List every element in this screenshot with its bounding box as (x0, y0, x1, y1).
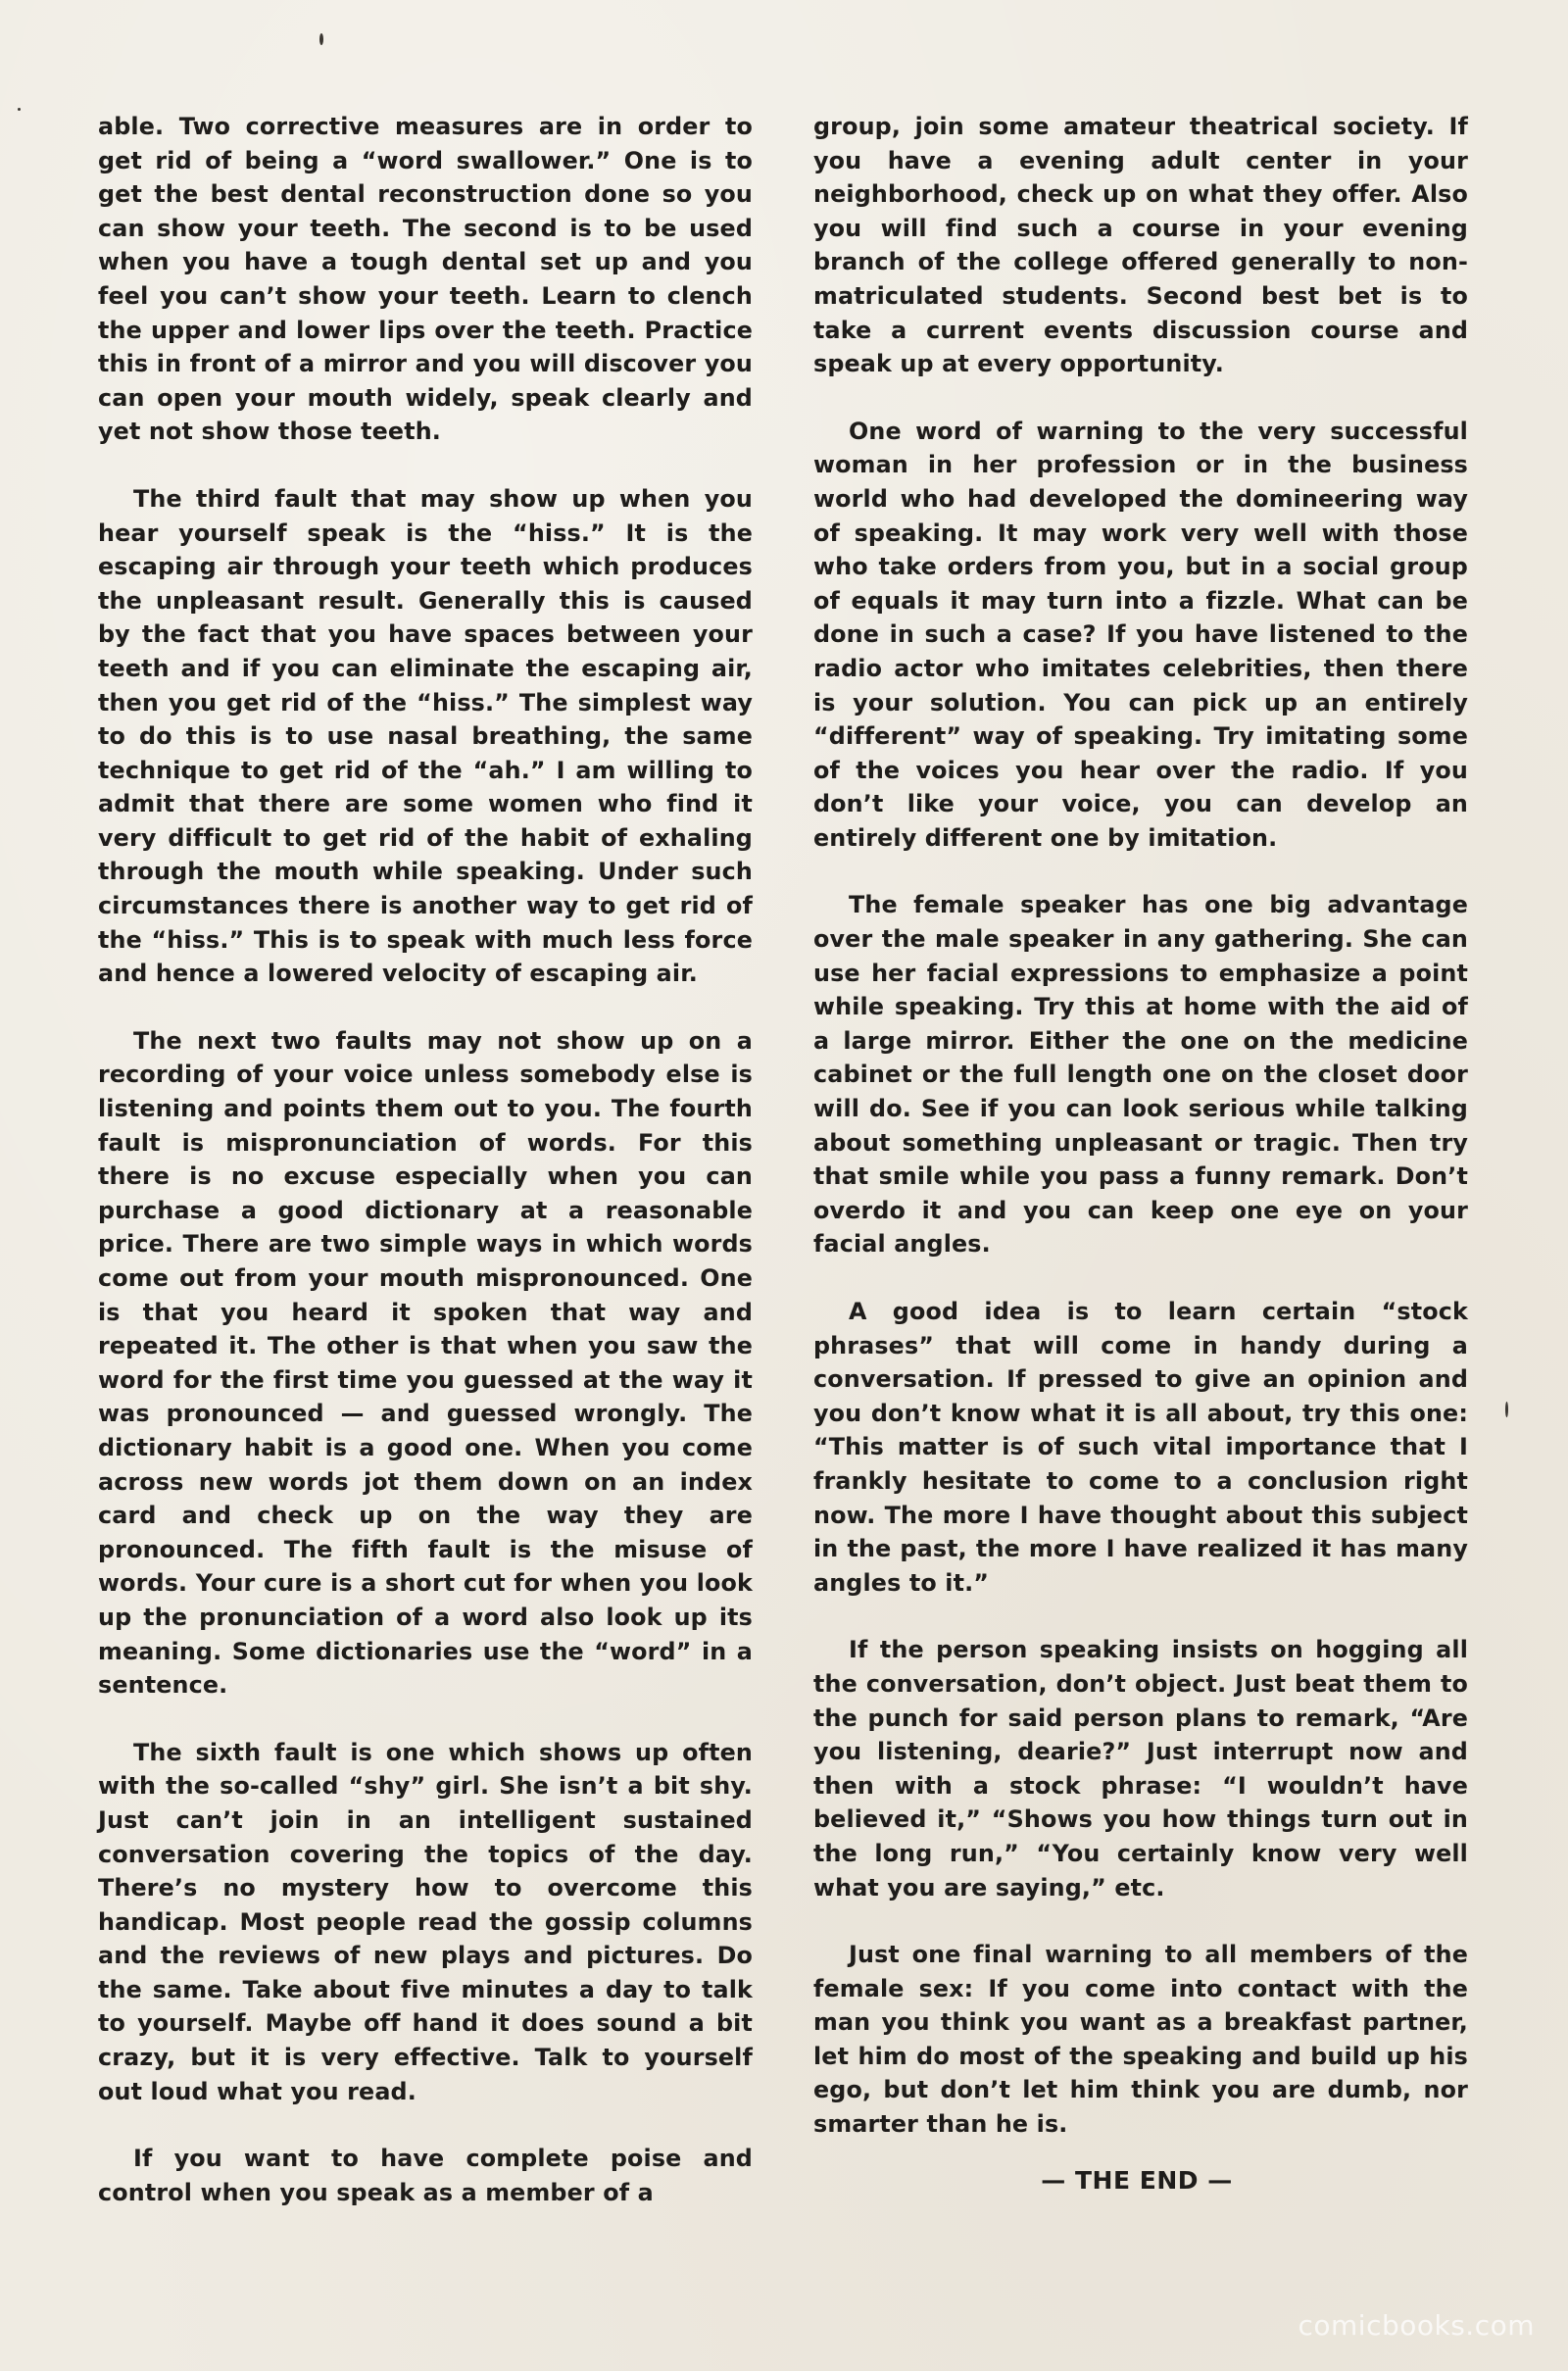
ink-speck (1505, 1402, 1508, 1417)
paragraph: If you want to have complete poise and control when you speak as a member of a (98, 2145, 753, 2206)
right-column (813, 110, 1468, 2175)
ink-speck (18, 108, 21, 111)
paragraph: group, join some amateur theatrical society. If you have a evening adult center in your neighborhood, check up on what they offer. Also you will find such a course in your evening branch of the college offered generally to non-matriculated students. Second best bet is to take a current events discussion course and speak up at every opportunity. (813, 113, 1468, 378)
paragraph: If the person speaking insists on hogging all the conversation, don’t object. Just beat them to the punch for said person plans to remark, “Are you listening, dearie?” Just interrupt now and then with a stock phrase: “I wouldn’t have believed it,” “Shows you how things turn out in the long run,” “You certainly know very well what you are saying,” etc. (813, 1636, 1468, 1902)
ink-speck (319, 33, 323, 45)
paragraph: The third fault that may show up when you hear yourself speak is the “hiss.” It is the escaping air through your teeth which produces the unpleasant result. Generally this is caused by the fact that you have spaces between your teeth and if you can eliminate the escaping air, then you get rid of the “hiss.” The simplest way to do this is to use nasal breathing, the same technique to get rid of the “ah.” I am willing to admit that there are some women who find it very difficult to get rid of the habit of exhaling through the mouth while speaking. Under such circumstances there is another way to get rid of the “hiss.” This is to speak with much less force and hence a lowered velocity of escaping air. (98, 484, 753, 988)
paragraph: A good idea is to learn certain “stock phrases” that will come in handy during a conversation. If pressed to give an opinion and you don’t know what it is all about, try this one: “This matter is of such vital importance that I frankly hesitate to come to a conclusion right now. The more I have thought about this subject in the past, the more I have realized it has many angles to it.” (813, 1298, 1468, 1597)
paragraph: Just one final warning to all members of the female sex: If you come into contact with the man you think you want as a breakfast partner, let him do most of the speaking and build up his ego, but don’t let him think you are dumb, nor smarter than he is. (813, 1941, 1468, 2139)
paragraph: The next two faults may not show up on a recording of your voice unless somebody else is listening and points them out to you. The fourth fault is mispronunciation of words. For this there is no excuse especially when you can purchase a good dictionary at a reasonable price. There are two simple ways in which words come out from your mouth mispronounced. One is that you heard it spoken that way and repeated it. The other is that when you saw the word for the first time you guessed at the way it was pronounced — and guessed wrongly. The dictionary habit is a good one. When you come across new words jot them down on an index card and check up on the way they are pronounced. The fifth fault is the misuse of words. Your cure is a short cut for when you look up the pronunciation of a word also look up its meaning. Some dictionaries use the “word” in a sentence. (98, 1026, 753, 1700)
the-end-marker: — THE END — (1041, 2166, 1233, 2195)
site-watermark: comicbooks.com (1298, 2309, 1535, 2342)
paragraph: One word of warning to the very successful woman in her profession or in the business world who had developed the domineering way of speaking. It may work very well with those who take orders from you, but in a social group of equals it may turn into a fizzle. What can be done in such a case? If you have listened to the radio actor who imitates celebrities, then there is your solution. You can pick up an entirely “different” way of speaking. Try imitating some of the voices you hear over the radio. If you don’t like your voice, you can develop an entirely different one by imitation. (813, 417, 1468, 852)
paragraph: able. Two corrective measures are in order to get rid of being a “word swallower.” One is to get the best dental reconstruction done so you can show your teeth. The second is to be used when you have a tough dental set up and you feel you can’t show your teeth. Learn to clench the upper and lower lips over the teeth. Practice this in front of a mirror and you will discover you can open your mouth widely, speak clearly and yet not show those teeth. (98, 113, 753, 446)
paragraph: The female speaker has one big advantage over the male speaker in any gathering. She can use her facial expressions to emphasize a point while speaking. Try this at home with the aid of a large mirror. Either the one on the medicine cabinet or the full length one on the closet door will do. See if you can look serious while talking about something unpleasant or tragic. Then try that smile while you pass a funny remark. Don’t overdo it and you can keep one eye on your facial angles. (813, 891, 1468, 1259)
left-column (98, 110, 753, 2243)
paragraph: The sixth fault is one which shows up often with the so-called “shy” girl. She isn’t a bit shy. Just can’t join in an intelligent sustained conversation covering the topics of the day. There’s no mystery how to overcome this handicap. Most people read the gossip columns and the reviews of new plays and pictures. Do the same. Take about five minutes a day to talk to yourself. Maybe off hand it does sound a bit crazy, but it is very effective. Talk to yourself out loud what you read. (98, 1738, 753, 2105)
